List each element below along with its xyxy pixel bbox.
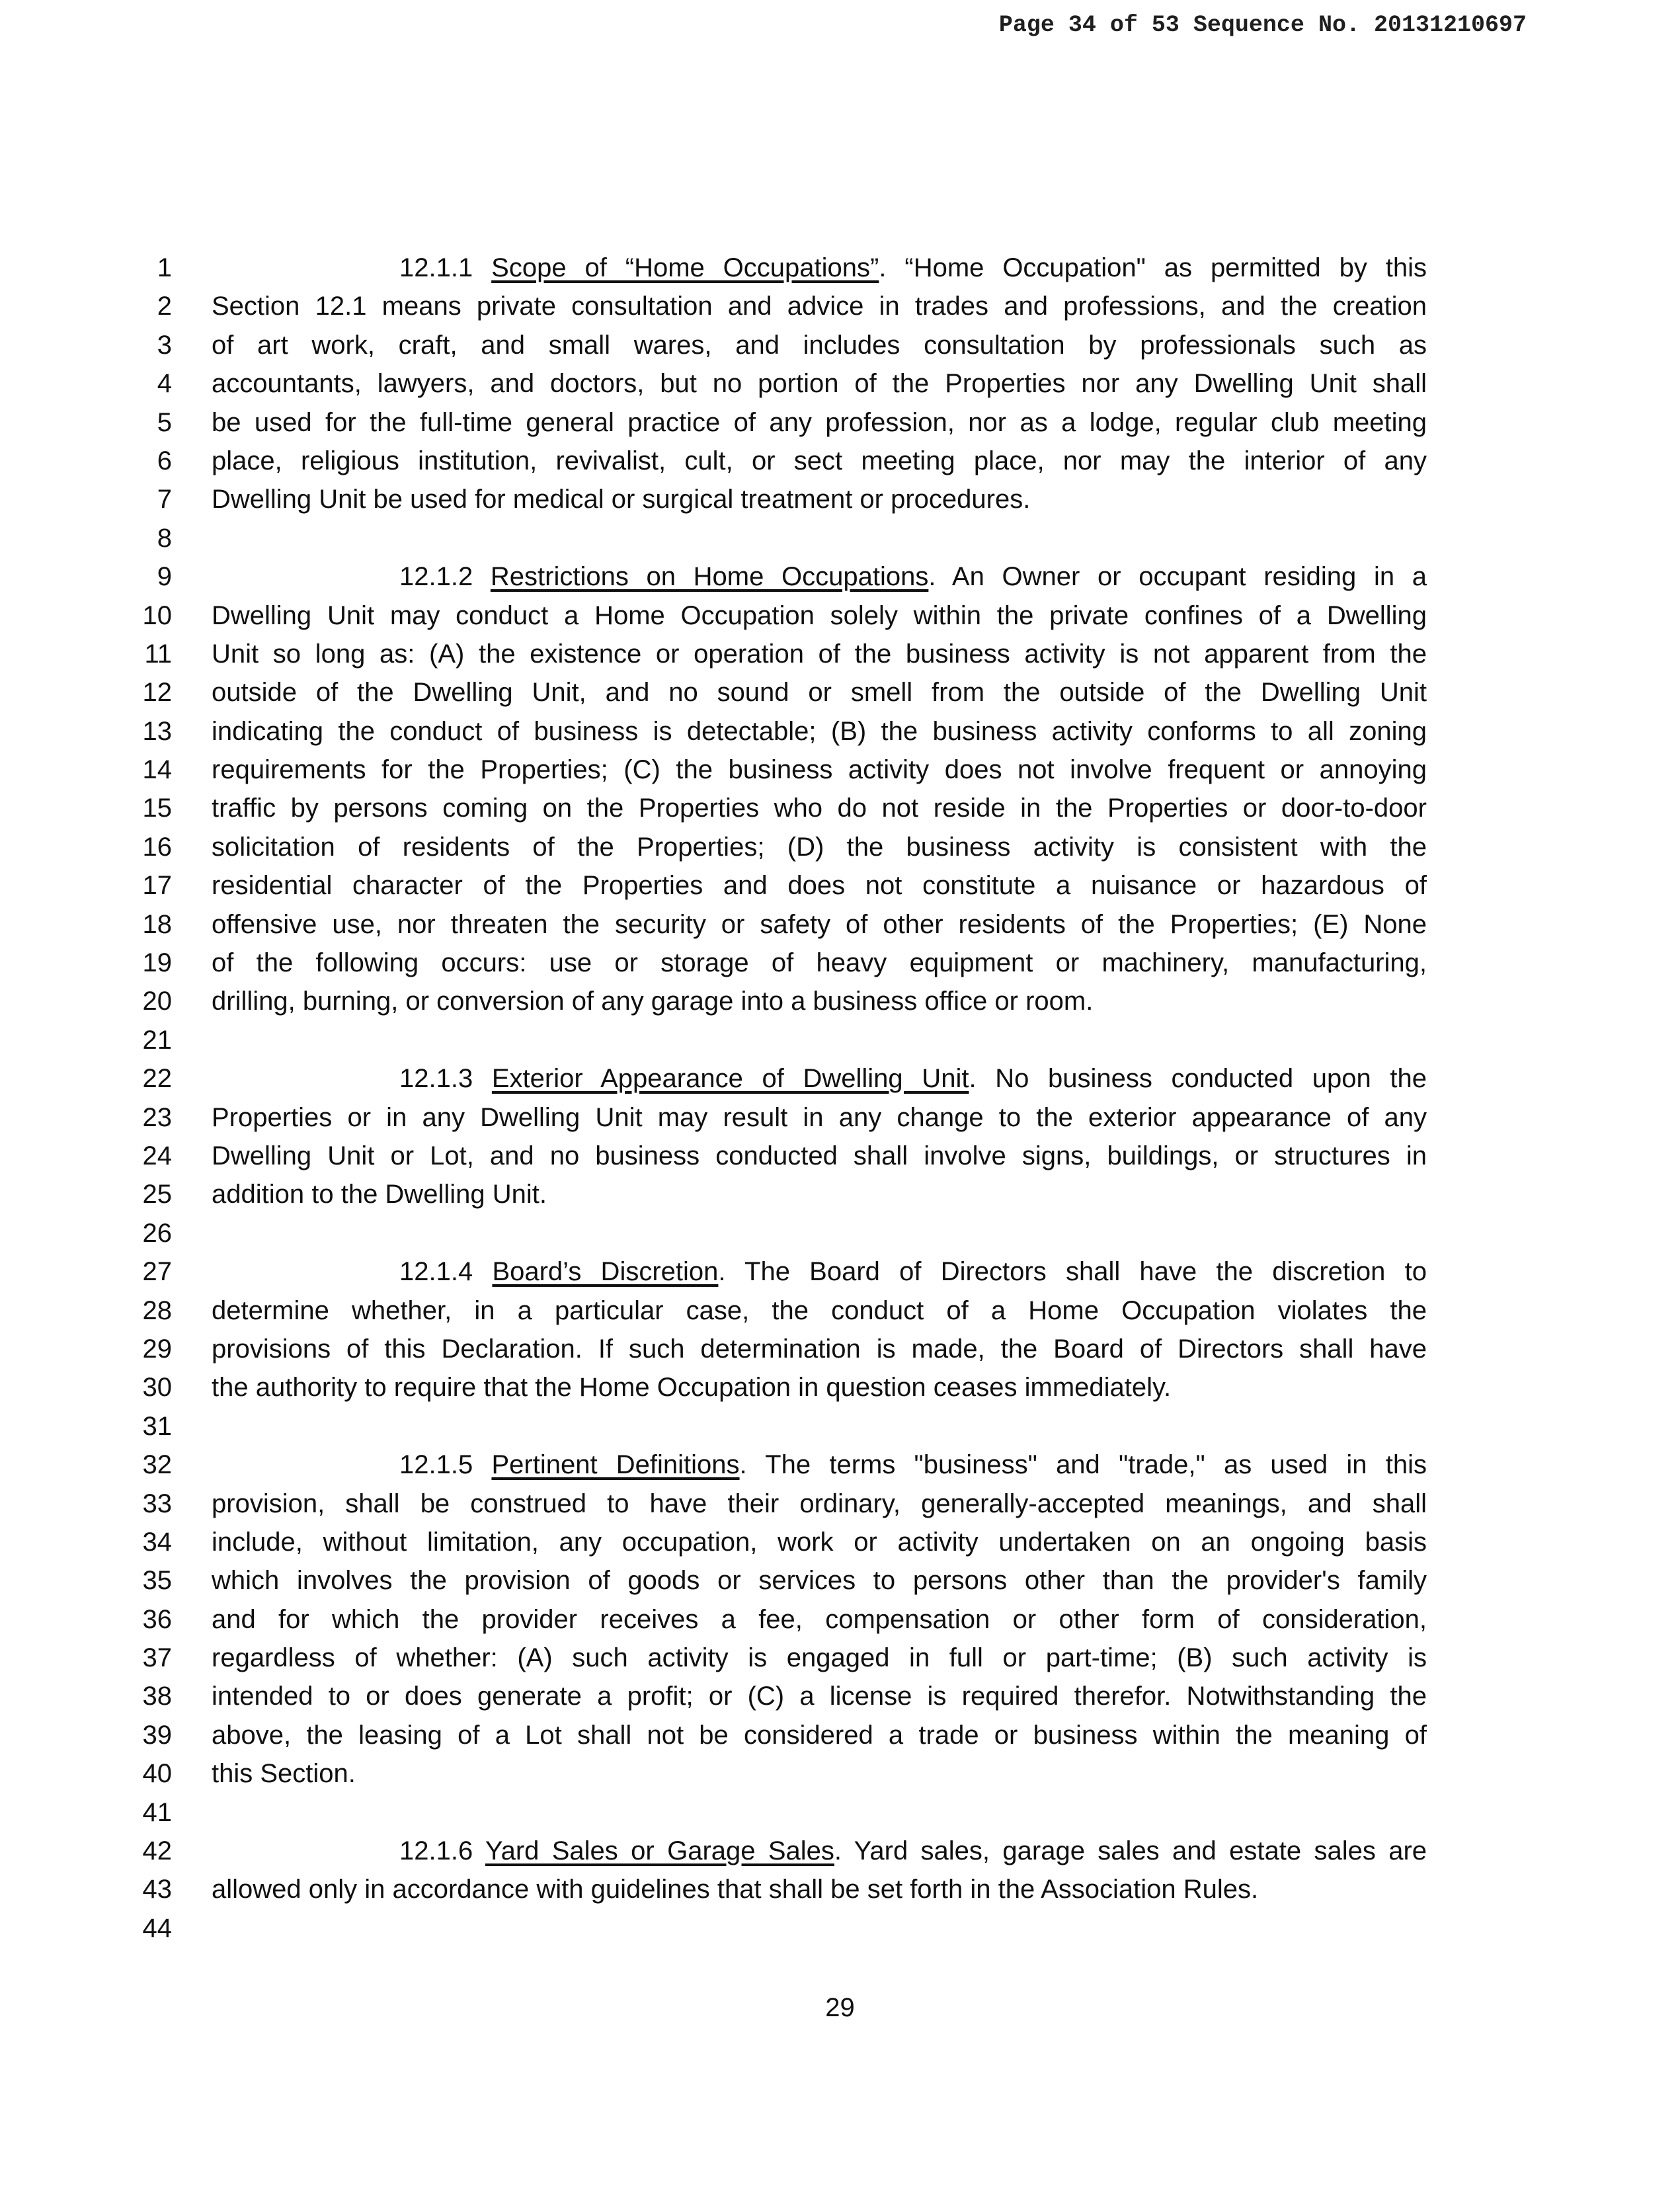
numbered-line (0, 1021, 1680, 1059)
text-run: allowed only in accordance with guidelines that shall be set forth in the Association Rules. (212, 1875, 1259, 1904)
text-run: . Yard sales, garage sales and estate sales are (834, 1836, 1427, 1866)
numbered-line (0, 828, 1680, 866)
line-number: 23 (142, 1102, 172, 1132)
section-heading: Scope of “Home Occupations” (491, 253, 879, 282)
text-run: . “Home Occupation" as permitted by this (879, 253, 1427, 282)
line-number: 39 (142, 1720, 172, 1750)
text-run: 12.1.6 (399, 1836, 485, 1866)
text-run: intended to or does generate a profit; or (C) a license is required therefor. Notwithstanding the (212, 1682, 1427, 1711)
text-run: 12.1.5 (399, 1450, 492, 1480)
line-number: 27 (142, 1257, 172, 1287)
line-text (212, 828, 1427, 866)
line-text (399, 1059, 1427, 1098)
text-run: . The terms "business" and "trade," as used in this (739, 1450, 1427, 1480)
text-run: determine whether, in a particular case, the conduct of a Home Occupation violates the (212, 1295, 1427, 1325)
line-text (212, 403, 1427, 442)
text-run: Unit so long as: (A) the existence or operation of the business activity is not apparent from the (212, 639, 1427, 669)
line-number: 22 (142, 1064, 172, 1094)
line-number: 7 (157, 485, 172, 514)
line-text (212, 905, 1427, 944)
text-run: addition to the Dwelling Unit. (212, 1180, 547, 1209)
line-number: 14 (142, 755, 172, 785)
line-text (212, 326, 1427, 364)
line-number: 32 (142, 1450, 172, 1480)
numbered-line (0, 1639, 1680, 1677)
text-run: Dwelling Unit may conduct a Home Occupation solely within the private confines of a Dwelling (212, 600, 1427, 630)
line-number: 26 (142, 1218, 172, 1248)
numbered-line (0, 1832, 1680, 1870)
line-number: 41 (142, 1797, 172, 1827)
numbered-line (0, 1291, 1680, 1330)
line-text (212, 1175, 1427, 1213)
numbered-line (0, 1561, 1680, 1600)
line-text (212, 789, 1427, 827)
line-text (212, 1870, 1427, 1908)
line-number: 21 (142, 1025, 172, 1055)
section-heading: Restrictions on Home Occupations (490, 562, 929, 592)
line-number: 3 (157, 330, 172, 360)
text-run: outside of the Dwelling Unit, and no sound or smell from the outside of the Dwelling Unit (212, 678, 1427, 708)
text-run: solicitation of residents of the Properties; (D) the business activity is consistent with the (212, 832, 1427, 862)
line-number: 19 (142, 948, 172, 978)
text-run: accountants, lawyers, and doctors, but no portion of the Properties nor any Dwelling Unit shall (212, 369, 1427, 399)
section-heading: Exterior Appearance of Dwelling Unit (491, 1064, 969, 1094)
text-run: offensive use, nor threaten the security or safety of other residents of the Properties; (E) None (212, 909, 1427, 939)
line-number: 28 (142, 1295, 172, 1325)
line-number: 20 (142, 987, 172, 1016)
page-header: Page 34 of 53 Sequence No. 20131210697 (998, 12, 1527, 38)
line-text (212, 1291, 1427, 1330)
numbered-line (0, 905, 1680, 944)
line-number: 15 (142, 794, 172, 823)
numbered-line (0, 480, 1680, 518)
page-number: 29 (825, 1993, 855, 2022)
text-run: 12.1.2 (399, 562, 491, 592)
line-text (212, 751, 1427, 789)
line-text (212, 1561, 1427, 1600)
section-heading: Pertinent Definitions (491, 1450, 740, 1480)
line-text (399, 1832, 1427, 1870)
numbered-line (0, 1175, 1680, 1213)
text-run: the authority to require that the Home Occupation in question ceases immediately. (212, 1373, 1172, 1403)
line-text (212, 442, 1427, 480)
line-number: 12 (142, 678, 172, 708)
text-run: . An Owner or occupant residing in a (928, 562, 1427, 592)
line-text (212, 1330, 1427, 1368)
line-number: 1 (157, 253, 172, 282)
line-number: 33 (142, 1489, 172, 1518)
line-number: 16 (142, 832, 172, 862)
numbered-line (0, 442, 1680, 480)
numbered-line (0, 403, 1680, 442)
line-number: 9 (157, 562, 172, 592)
numbered-line (0, 1059, 1680, 1098)
line-number: 43 (142, 1875, 172, 1904)
numbered-line (0, 789, 1680, 827)
line-number: 5 (157, 407, 172, 437)
section-heading: Board’s Discretion (492, 1257, 719, 1287)
line-number: 36 (142, 1604, 172, 1634)
numbered-line (0, 1716, 1680, 1754)
line-number: 40 (142, 1759, 172, 1789)
text-run: 12.1.4 (399, 1257, 493, 1287)
text-run: of the following occurs: use or storage of heavy equipment or machinery, manufacturing, (212, 948, 1427, 978)
line-text (399, 1446, 1427, 1484)
line-number: 44 (142, 1913, 172, 1943)
numbered-line (0, 1407, 1680, 1446)
line-text (212, 1716, 1427, 1754)
line-text (212, 287, 1427, 325)
text-run: above, the leasing of a Lot shall not be considered a trade or business within the meaning of (212, 1720, 1427, 1750)
numbered-line (0, 1330, 1680, 1368)
numbered-line (0, 1098, 1680, 1137)
numbered-line (0, 944, 1680, 982)
text-run: requirements for the Properties; (C) the business activity does not involve frequent or annoying (212, 755, 1427, 785)
line-number: 8 (157, 523, 172, 553)
line-number: 6 (157, 446, 172, 475)
line-text (212, 1485, 1427, 1523)
text-run: indicating the conduct of business is detectable; (B) the business activity conforms to all zoning (212, 716, 1427, 746)
line-text (212, 635, 1427, 673)
numbered-line (0, 635, 1680, 673)
line-text (212, 1098, 1427, 1137)
text-run: traffic by persons coming on the Properties who do not reside in the Properties or door-to-door (212, 794, 1427, 823)
numbered-line (0, 1523, 1680, 1561)
line-text (212, 1137, 1427, 1175)
line-number: 38 (142, 1682, 172, 1711)
line-number: 17 (142, 871, 172, 901)
numbered-line (0, 1368, 1680, 1407)
text-run: be used for the full-time general practice of any profession, nor as a lodge, regular club meeting (212, 407, 1427, 437)
numbered-line (0, 751, 1680, 789)
numbered-line (0, 557, 1680, 596)
numbered-line (0, 1485, 1680, 1523)
line-text (212, 944, 1427, 982)
line-number: 2 (157, 292, 172, 321)
numbered-line (0, 596, 1680, 635)
line-number: 34 (142, 1527, 172, 1557)
text-run: Properties or in any Dwelling Unit may result in any change to the exterior appearance of any (212, 1102, 1427, 1132)
line-number: 31 (142, 1411, 172, 1441)
numbered-line (0, 866, 1680, 905)
numbered-line (0, 1252, 1680, 1291)
text-run: drilling, burning, or conversion of any garage into a business office or room. (212, 987, 1094, 1016)
line-number: 35 (142, 1566, 172, 1596)
numbered-line (0, 326, 1680, 364)
line-text (399, 557, 1427, 596)
numbered-line (0, 1446, 1680, 1484)
numbered-line (0, 1909, 1680, 1947)
line-number: 42 (142, 1836, 172, 1866)
numbered-line (0, 364, 1680, 403)
line-number: 37 (142, 1643, 172, 1673)
text-run: Section 12.1 means private consultation and advice in trades and professions, and the creation (212, 292, 1427, 321)
text-run: . The Board of Directors shall have the discretion to (718, 1257, 1427, 1287)
line-number: 4 (157, 369, 172, 399)
line-number: 10 (142, 600, 172, 630)
line-text (212, 982, 1427, 1020)
text-run: of art work, craft, and small wares, and includes consultation by professionals such as (212, 330, 1427, 360)
text-run: 12.1.3 (399, 1064, 492, 1094)
text-run: place, religious institution, revivalist, cult, or sect meeting place, nor may the interior of any (212, 446, 1427, 475)
line-number: 13 (142, 716, 172, 746)
numbered-line (0, 1600, 1680, 1639)
line-text (212, 1600, 1427, 1639)
line-number: 24 (142, 1141, 172, 1170)
line-text (399, 1252, 1427, 1291)
line-text (212, 1639, 1427, 1677)
text-run: provision, shall be construed to have their ordinary, generally-accepted meanings, and shall (212, 1489, 1427, 1518)
line-number: 29 (142, 1334, 172, 1364)
text-run: and for which the provider receives a fee, compensation or other form of consideration, (212, 1604, 1427, 1634)
line-number: 18 (142, 909, 172, 939)
text-run: this Section. (212, 1759, 356, 1789)
document-body (0, 249, 1680, 1947)
line-text (212, 673, 1427, 712)
line-text (212, 712, 1427, 751)
numbered-line (0, 1137, 1680, 1175)
numbered-line (0, 1754, 1680, 1793)
numbered-line (0, 1793, 1680, 1832)
numbered-line (0, 1214, 1680, 1252)
text-run: Dwelling Unit or Lot, and no business conducted shall involve signs, buildings, or structures in (212, 1141, 1427, 1170)
line-text (212, 1754, 1427, 1793)
numbered-line (0, 519, 1680, 557)
text-run: which involves the provision of goods or services to persons other than the provider's family (212, 1566, 1427, 1596)
line-text (399, 249, 1427, 287)
numbered-line (0, 712, 1680, 751)
text-run: residential character of the Properties and does not constitute a nuisance or hazardous of (212, 871, 1427, 901)
line-number: 30 (142, 1373, 172, 1403)
numbered-line (0, 1677, 1680, 1715)
line-text (212, 1523, 1427, 1561)
line-text (212, 1677, 1427, 1715)
line-text (212, 596, 1427, 635)
text-run: include, without limitation, any occupation, work or activity undertaken on an ongoing basis (212, 1527, 1427, 1557)
line-text (212, 480, 1427, 518)
numbered-line (0, 249, 1680, 287)
text-run: . No business conducted upon the (969, 1064, 1427, 1094)
line-text (212, 364, 1427, 403)
numbered-line (0, 1870, 1680, 1908)
text-run: provisions of this Declaration. If such determination is made, the Board of Directors shall have (212, 1334, 1427, 1364)
numbered-line (0, 673, 1680, 712)
line-text (212, 1368, 1427, 1407)
text-run: regardless of whether: (A) such activity is engaged in full or part-time; (B) such activity is (212, 1643, 1427, 1673)
line-number: 25 (142, 1180, 172, 1209)
numbered-line (0, 287, 1680, 325)
line-text (212, 866, 1427, 905)
line-number: 11 (144, 639, 172, 669)
section-heading: Yard Sales or Garage Sales (485, 1836, 834, 1866)
numbered-line (0, 982, 1680, 1020)
text-run: Dwelling Unit be used for medical or surgical treatment or procedures. (212, 485, 1031, 514)
text-run: 12.1.1 (399, 253, 492, 282)
